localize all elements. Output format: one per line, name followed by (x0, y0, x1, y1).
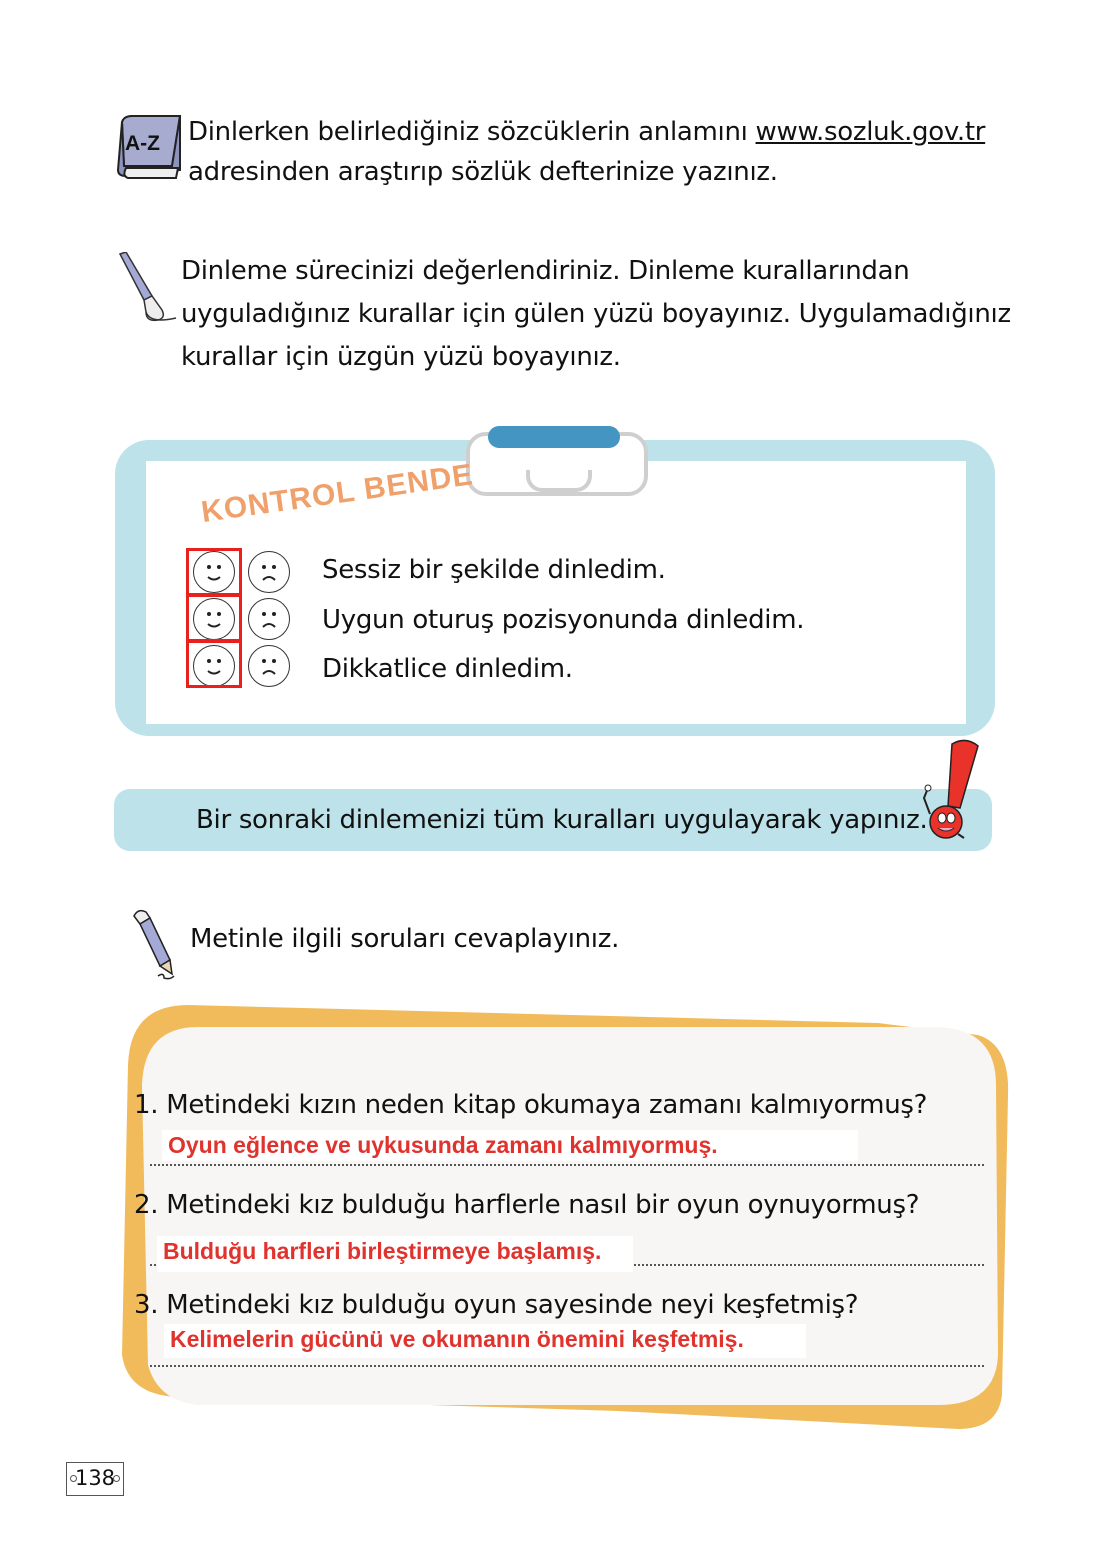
question-number: 3. (134, 1290, 159, 1320)
dictionary-book-icon (114, 114, 184, 184)
screw-icon (113, 1475, 120, 1482)
selection-mark (186, 640, 242, 688)
sad-face-icon[interactable] (248, 551, 290, 593)
screw-icon (70, 1475, 77, 1482)
paintbrush-icon (116, 252, 178, 324)
instruction-text: Dinlerken belirlediğiniz sözcüklerin anlamını (188, 117, 756, 147)
selection-mark (186, 594, 242, 642)
instruction-text-continued: adresinden araştırıp sözlük defterinize yazınız. (188, 157, 778, 187)
instruction-answer-questions: Metinle ilgili soruları cevaplayınız. (190, 924, 620, 954)
page-number-badge (66, 1462, 124, 1496)
question-text: Metindeki kız bulduğu oyun sayesinde neyi keşfetmiş? (166, 1290, 859, 1320)
selection-mark (186, 548, 242, 596)
instruction-dictionary (188, 112, 1008, 192)
answer-2[interactable]: Bulduğu harfleri birleştirmeye başlamış. (157, 1236, 633, 1272)
question-text: Metindeki kız bulduğu harflerle nasıl bir oyun oynuyormuş? (166, 1190, 920, 1220)
dictionary-link[interactable]: www.sozluk.gov.tr (755, 117, 986, 147)
question-1 (134, 1090, 927, 1120)
reminder-text: Bir sonraki dinlemenizi tüm kuralları uygulayarak yapınız. (196, 805, 928, 835)
answer-line-1 (150, 1164, 984, 1166)
svg-text:A-Z: A-Z (125, 132, 160, 155)
question-text: Metindeki kızın neden kitap okumaya zamanı kalmıyormuş? (166, 1090, 928, 1120)
answer-1[interactable]: Oyun eğlence ve uykusunda zamanı kalmıyormuş. (162, 1130, 858, 1161)
clipboard-clip-bar (488, 426, 620, 448)
sad-face-icon[interactable] (248, 645, 290, 687)
answer-line-3 (150, 1365, 984, 1367)
clipboard-clip-notch (526, 470, 592, 492)
pencil-icon (130, 908, 176, 980)
question-number: 2. (134, 1190, 159, 1220)
answer-3[interactable]: Kelimelerin gücünü ve okumanın önemini keşfetmiş. (164, 1324, 806, 1358)
instruction-evaluate: Dinleme sürecinizi değerlendiriniz. Dinleme kurallarından uyguladığınız kurallar için gülen yüzü boyayınız. Uygulamadığınız kurallar için üzgün yüzü boyayınız. (181, 256, 1011, 372)
sad-face-icon[interactable] (248, 598, 290, 640)
question-2 (134, 1190, 919, 1220)
kontrol-row-text: Sessiz bir şekilde dinledim. (322, 555, 666, 585)
kontrol-row-text: Uygun oturuş pozisyonunda dinledim. (322, 605, 805, 635)
question-3 (134, 1290, 858, 1320)
kontrol-row-text: Dikkatlice dinledim. (322, 654, 573, 684)
exclamation-mascot-icon (918, 738, 984, 842)
question-number: 1. (134, 1090, 159, 1120)
kontrol-title: KONTROL BENDE (199, 458, 476, 530)
page-number: 138 (74, 1466, 116, 1490)
